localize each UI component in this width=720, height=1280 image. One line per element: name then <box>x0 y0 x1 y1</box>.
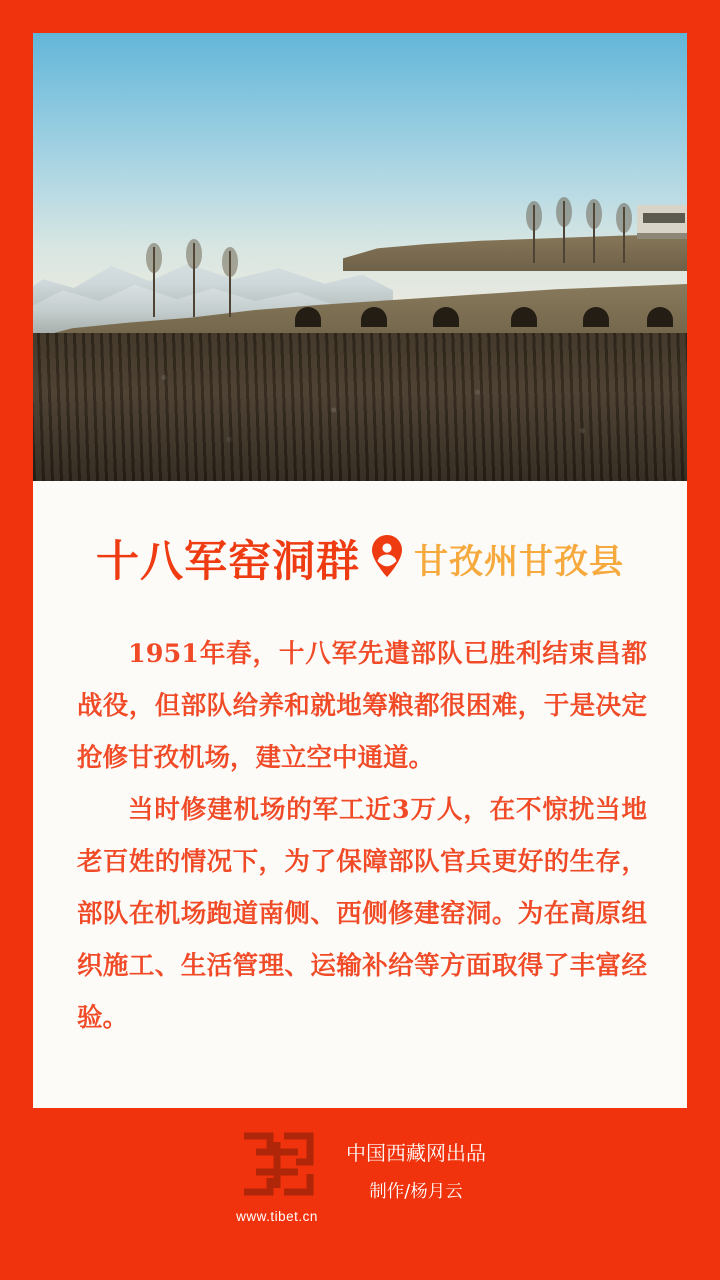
credit-label: 制作/杨月云 <box>369 1182 463 1202</box>
article-paragraph: 当时修建机场的军工近3万人，在不惊扰当地老百姓的情况下，为了保障部队官兵更好的生存，部队在机场跑道南侧、西侧修建窑洞。为在高原组织施工、生活管理、运输补给等方面取得了丰富经验。 <box>77 795 647 1033</box>
header-photo <box>33 33 687 481</box>
footer-texts <box>346 1137 486 1215</box>
photo-building <box>637 205 687 239</box>
photo-tree <box>623 207 625 263</box>
location-label: 甘孜州甘孜县 <box>414 542 624 582</box>
title-row <box>33 528 687 589</box>
photo-cave-row <box>283 271 687 331</box>
photo-tree <box>193 243 195 317</box>
logo-block <box>234 1128 320 1224</box>
photo-cave <box>361 307 387 327</box>
photo-cave <box>295 307 321 327</box>
photo-tree <box>533 205 535 263</box>
content-card <box>33 33 687 1108</box>
photo-tree <box>563 201 565 263</box>
photo-cave <box>647 307 673 327</box>
site-url: www.tibet.cn <box>236 1209 318 1224</box>
photo-tree <box>153 247 155 317</box>
article-body <box>77 628 647 1044</box>
photo-tree <box>229 251 231 317</box>
article-paragraph: 1951年春，十八军先遣部队已胜利结束昌都战役，但部队给养和就地筹粮都很困难，于是决定抢修甘孜机场，建立空中通道。 <box>77 639 647 773</box>
footer <box>0 1128 720 1224</box>
photo-cave <box>583 307 609 327</box>
china-tibet-net-logo <box>234 1128 320 1200</box>
photo-cave <box>511 307 537 327</box>
page-title: 十八军窑洞群 <box>96 537 360 587</box>
photo-cave <box>433 307 459 327</box>
photo-tree <box>593 203 595 263</box>
producer-label: 中国西藏网出品 <box>346 1141 486 1165</box>
map-pin-icon <box>370 534 404 583</box>
photo-plowed-field <box>33 333 687 481</box>
